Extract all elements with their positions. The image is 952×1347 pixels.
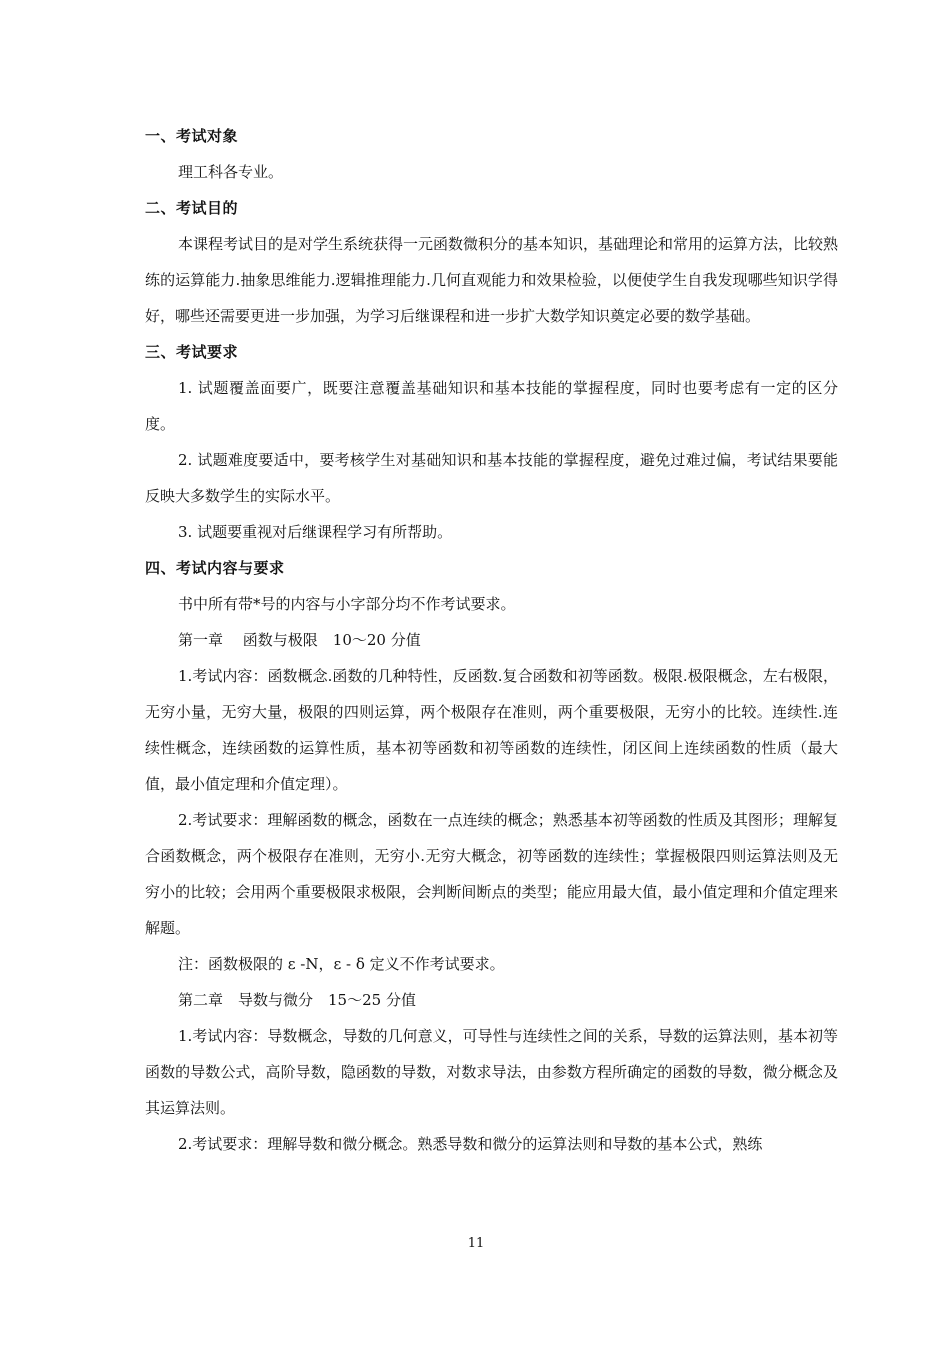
- paragraph-exam-target: 理工科各专业。: [178, 163, 284, 181]
- chapter-2-requirements: 2.考试要求：理解导数和微分概念。熟悉导数和微分的运算法则和导数的基本公式，熟练: [178, 1135, 763, 1153]
- paragraph-starred-note: 书中所有带*号的内容与小字部分均不作考试要求。: [178, 595, 516, 613]
- chapter-1-title: 第一章 函数与极限 10～20 分值: [178, 631, 421, 649]
- chapter-1-note: 注：函数极限的 ε -N，ε - δ 定义不作考试要求。: [178, 955, 505, 973]
- chapter-1-requirements: 2.考试要求：理解函数的概念，函数在一点连续的概念；熟悉基本初等函数的性质及其图形；理解复合函数概念，两个极限存在准则，无穷小.无穷大概念，初等函数的连续性；掌握极限四则运算法则及无穷小的比较；会用两个重要极限求极限，会判断间断点的类型；能应用最大值，最小值定理和介值定理来解题。: [145, 811, 838, 937]
- paragraph-exam-purpose: 本课程考试目的是对学生系统获得一元函数微积分的基本知识，基础理论和常用的运算方法，比较熟练的运算能力.抽象思维能力.逻辑推理能力.几何直观能力和效果检验，以便使学生自我发现哪些知识学得好，哪些还需要更进一步加强，为学习后继课程和进一步扩大数学知识奠定必要的数学基础。: [145, 235, 839, 325]
- chapter-2-content: 1.考试内容：导数概念，导数的几何意义，可导性与连续性之间的关系，导数的运算法则，基本初等函数的导数公式，高阶导数，隐函数的导数，对数求导法，由参数方程所确定的函数的导数，微分概念及其运算法则。: [145, 1027, 838, 1117]
- chapter-1-content: 1.考试内容：函数概念.函数的几种特性，反函数.复合函数和初等函数。极限.极限概念，左右极限，无穷小量，无穷大量，极限的四则运算，两个极限存在准则，两个重要极限，无穷小的比较。连续性.连续性概念，连续函数的运算性质，基本初等函数和初等函数的连续性，闭区间上连续函数的性质（最大值，最小值定理和介值定理）。: [145, 667, 838, 793]
- section-heading-exam-requirements: 三、考试要求: [145, 343, 239, 361]
- chapter-2-title: 第二章 导数与微分 15～25 分值: [178, 991, 416, 1009]
- section-heading-exam-target: 一、考试对象: [145, 127, 239, 145]
- paragraph-requirement-2: 2. 试题难度要适中，要考核学生对基础知识和基本技能的掌握程度，避免过难过偏，考试结果要能反映大多数学生的实际水平。: [145, 451, 838, 505]
- page-number: 11: [467, 1236, 485, 1251]
- page-content: [145, 118, 838, 1162]
- paragraph-requirement-1: 1. 试题覆盖面要广，既要注意覆盖基础知识和基本技能的掌握程度，同时也要考虑有一定的区分度。: [145, 379, 838, 433]
- section-heading-exam-purpose: 二、考试目的: [145, 199, 239, 217]
- section-heading-exam-content: 四、考试内容与要求: [145, 559, 285, 577]
- paragraph-requirement-3: 3. 试题要重视对后继课程学习有所帮助。: [178, 523, 453, 541]
